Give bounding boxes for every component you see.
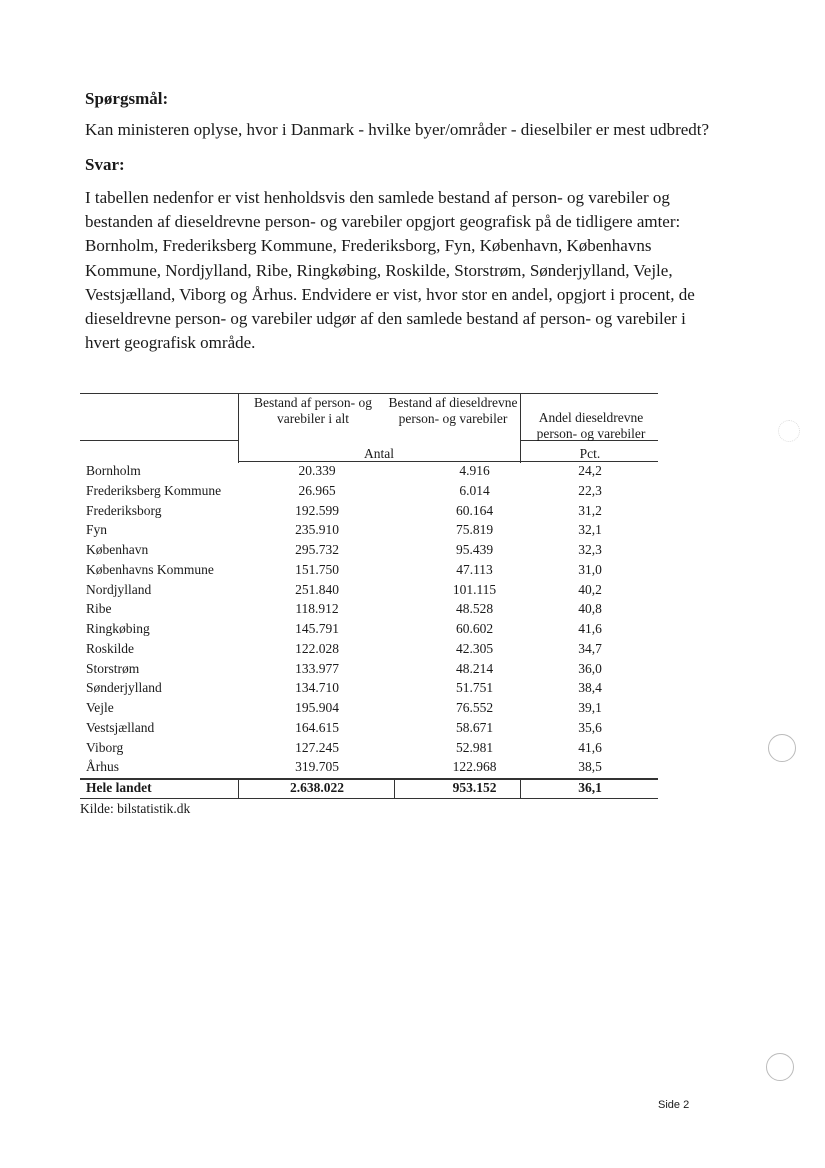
diesel-value: 48.528 xyxy=(455,601,494,617)
diesel-value: 75.819 xyxy=(455,522,494,538)
region-name: Vejle xyxy=(86,700,114,715)
table-row xyxy=(80,599,660,619)
table-row xyxy=(80,757,660,777)
region-name: København xyxy=(86,542,149,557)
diesel-value: 6.014 xyxy=(459,482,490,498)
region-name: Viborg xyxy=(86,739,124,755)
diesel-value: 4.916 xyxy=(459,463,490,478)
question-text: Kan ministeren oplyse, hvor i Danmark - hvilke byer/områder - dieselbiler er mest udbredt? xyxy=(85,120,710,139)
punch-hole-mark xyxy=(768,734,796,762)
answer-text: I tabellen nedenfor er vist henholdsvis den samlede bestand af person- og varebiler og bestanden af dieseldrevne person- og varebiler opgjort geografisk på de tidligere amter: Bornholm, Frederiksberg Kommune, Frederiksborg, Fyn, København, Københavns Kommune, Nordjylland, Ribe, Ringkøbing, Roskilde, Storstrøm, Sønderjylland, Vejle, Vestsjælland, Viborg og Århus. Endvidere er vist, hvor stor en andel, opgjort i procent, de dieseldrevne person- og varebiler udgør af den samlede bestand af person- og varebiler i hvert geografisk område. xyxy=(85,188,695,353)
total-value: 251.840 xyxy=(295,581,339,597)
table-row xyxy=(80,540,660,560)
faint-punch-mark xyxy=(778,420,800,442)
share-value: 31,0 xyxy=(578,561,602,577)
total-value: 195.904 xyxy=(295,700,339,715)
diesel-value: 122.968 xyxy=(452,759,497,775)
diesel-value: 58.671 xyxy=(455,719,494,735)
share-value: 41,6 xyxy=(578,739,602,755)
table-row xyxy=(80,560,660,580)
region-name: Københavns Kommune xyxy=(86,561,214,577)
diesel-value: 52.981 xyxy=(455,739,494,755)
unit-count: Antal xyxy=(364,446,394,461)
table-row xyxy=(80,698,660,718)
share-value: 40,2 xyxy=(578,581,602,597)
table-body xyxy=(80,461,660,777)
answer-heading: Svar: xyxy=(85,155,125,174)
total-value: 164.615 xyxy=(295,719,339,735)
total-value: 20.339 xyxy=(298,463,336,478)
total-value: 151.750 xyxy=(295,561,339,577)
region-name: Sønderjylland xyxy=(86,680,162,696)
table-top-rule xyxy=(80,393,658,394)
table-row xyxy=(80,481,660,501)
table-row xyxy=(80,619,660,639)
share-value: 36,0 xyxy=(578,660,602,676)
total-row-total: 2.638.022 xyxy=(290,780,344,795)
diesel-value: 48.214 xyxy=(455,660,494,676)
table-row xyxy=(80,501,660,521)
total-value: 26.965 xyxy=(298,482,336,498)
total-value: 319.705 xyxy=(295,759,339,775)
table-row xyxy=(80,520,660,540)
diesel-value: 60.164 xyxy=(455,502,494,518)
region-name: Ringkøbing xyxy=(86,621,150,636)
punch-hole-mark xyxy=(766,1053,794,1081)
table-row xyxy=(80,639,660,659)
column-header-share: Andel dieseldrevne person- og varebiler xyxy=(536,410,646,441)
table-row xyxy=(80,659,660,679)
column-header-diesel: Bestand af dieseldrevne person- og varebiler xyxy=(388,395,518,426)
table-bottom-rule xyxy=(80,798,658,799)
diesel-value: 76.552 xyxy=(455,700,494,715)
table-row xyxy=(80,738,660,758)
total-value: 127.245 xyxy=(295,739,339,755)
share-value: 22,3 xyxy=(578,482,602,498)
region-name: Århus xyxy=(86,759,119,775)
share-value: 40,8 xyxy=(578,601,602,617)
total-value: 235.910 xyxy=(295,522,339,538)
diesel-value: 101.115 xyxy=(452,581,497,597)
source-note: Kilde: bilstatistik.dk xyxy=(80,801,191,816)
diesel-value: 60.602 xyxy=(455,621,494,636)
share-value: 34,7 xyxy=(578,640,602,656)
share-value: 35,6 xyxy=(578,719,602,735)
region-name: Storstrøm xyxy=(86,660,140,676)
region-name: Ribe xyxy=(86,601,112,617)
share-value: 41,6 xyxy=(578,621,602,636)
share-value: 38,5 xyxy=(578,759,602,775)
share-value: 32,3 xyxy=(578,542,602,557)
share-value: 31,2 xyxy=(578,502,602,518)
question-heading: Spørgsmål: xyxy=(85,89,169,108)
share-value: 24,2 xyxy=(578,463,602,478)
region-name: Frederiksberg Kommune xyxy=(86,482,222,498)
region-name: Vestsjælland xyxy=(86,719,155,735)
diesel-value: 42.305 xyxy=(455,640,494,656)
unit-percent: Pct. xyxy=(579,446,601,461)
total-row-diesel: 953.152 xyxy=(452,780,497,795)
total-value: 134.710 xyxy=(295,680,339,696)
region-name: Nordjylland xyxy=(86,581,152,597)
diesel-value: 51.751 xyxy=(455,680,494,696)
region-name: Fyn xyxy=(86,522,108,538)
table-row xyxy=(80,718,660,738)
column-header-total: Bestand af person- og varebiler i alt xyxy=(253,395,373,426)
region-name: Frederiksborg xyxy=(86,502,162,518)
table-row xyxy=(80,461,660,481)
total-value: 133.977 xyxy=(295,660,339,676)
share-value: 38,4 xyxy=(578,680,602,696)
total-value: 295.732 xyxy=(295,542,339,557)
region-name: Roskilde xyxy=(86,640,135,656)
page-number: Side 2 xyxy=(658,1099,690,1111)
header-divider-left xyxy=(80,440,238,441)
diesel-value: 95.439 xyxy=(455,542,494,557)
total-row-name: Hele landet xyxy=(86,780,152,795)
total-value: 118.912 xyxy=(295,601,339,617)
total-value: 122.028 xyxy=(295,640,339,656)
diesel-value: 47.113 xyxy=(456,561,493,577)
share-value: 32,1 xyxy=(578,522,602,538)
share-value: 39,1 xyxy=(578,700,602,715)
region-name: Bornholm xyxy=(86,463,141,478)
total-row-pct: 36,1 xyxy=(578,780,602,795)
table-row xyxy=(80,678,660,698)
table-row xyxy=(80,580,660,600)
total-value: 192.599 xyxy=(295,502,339,518)
total-row xyxy=(80,779,660,798)
total-value: 145.791 xyxy=(295,621,339,636)
